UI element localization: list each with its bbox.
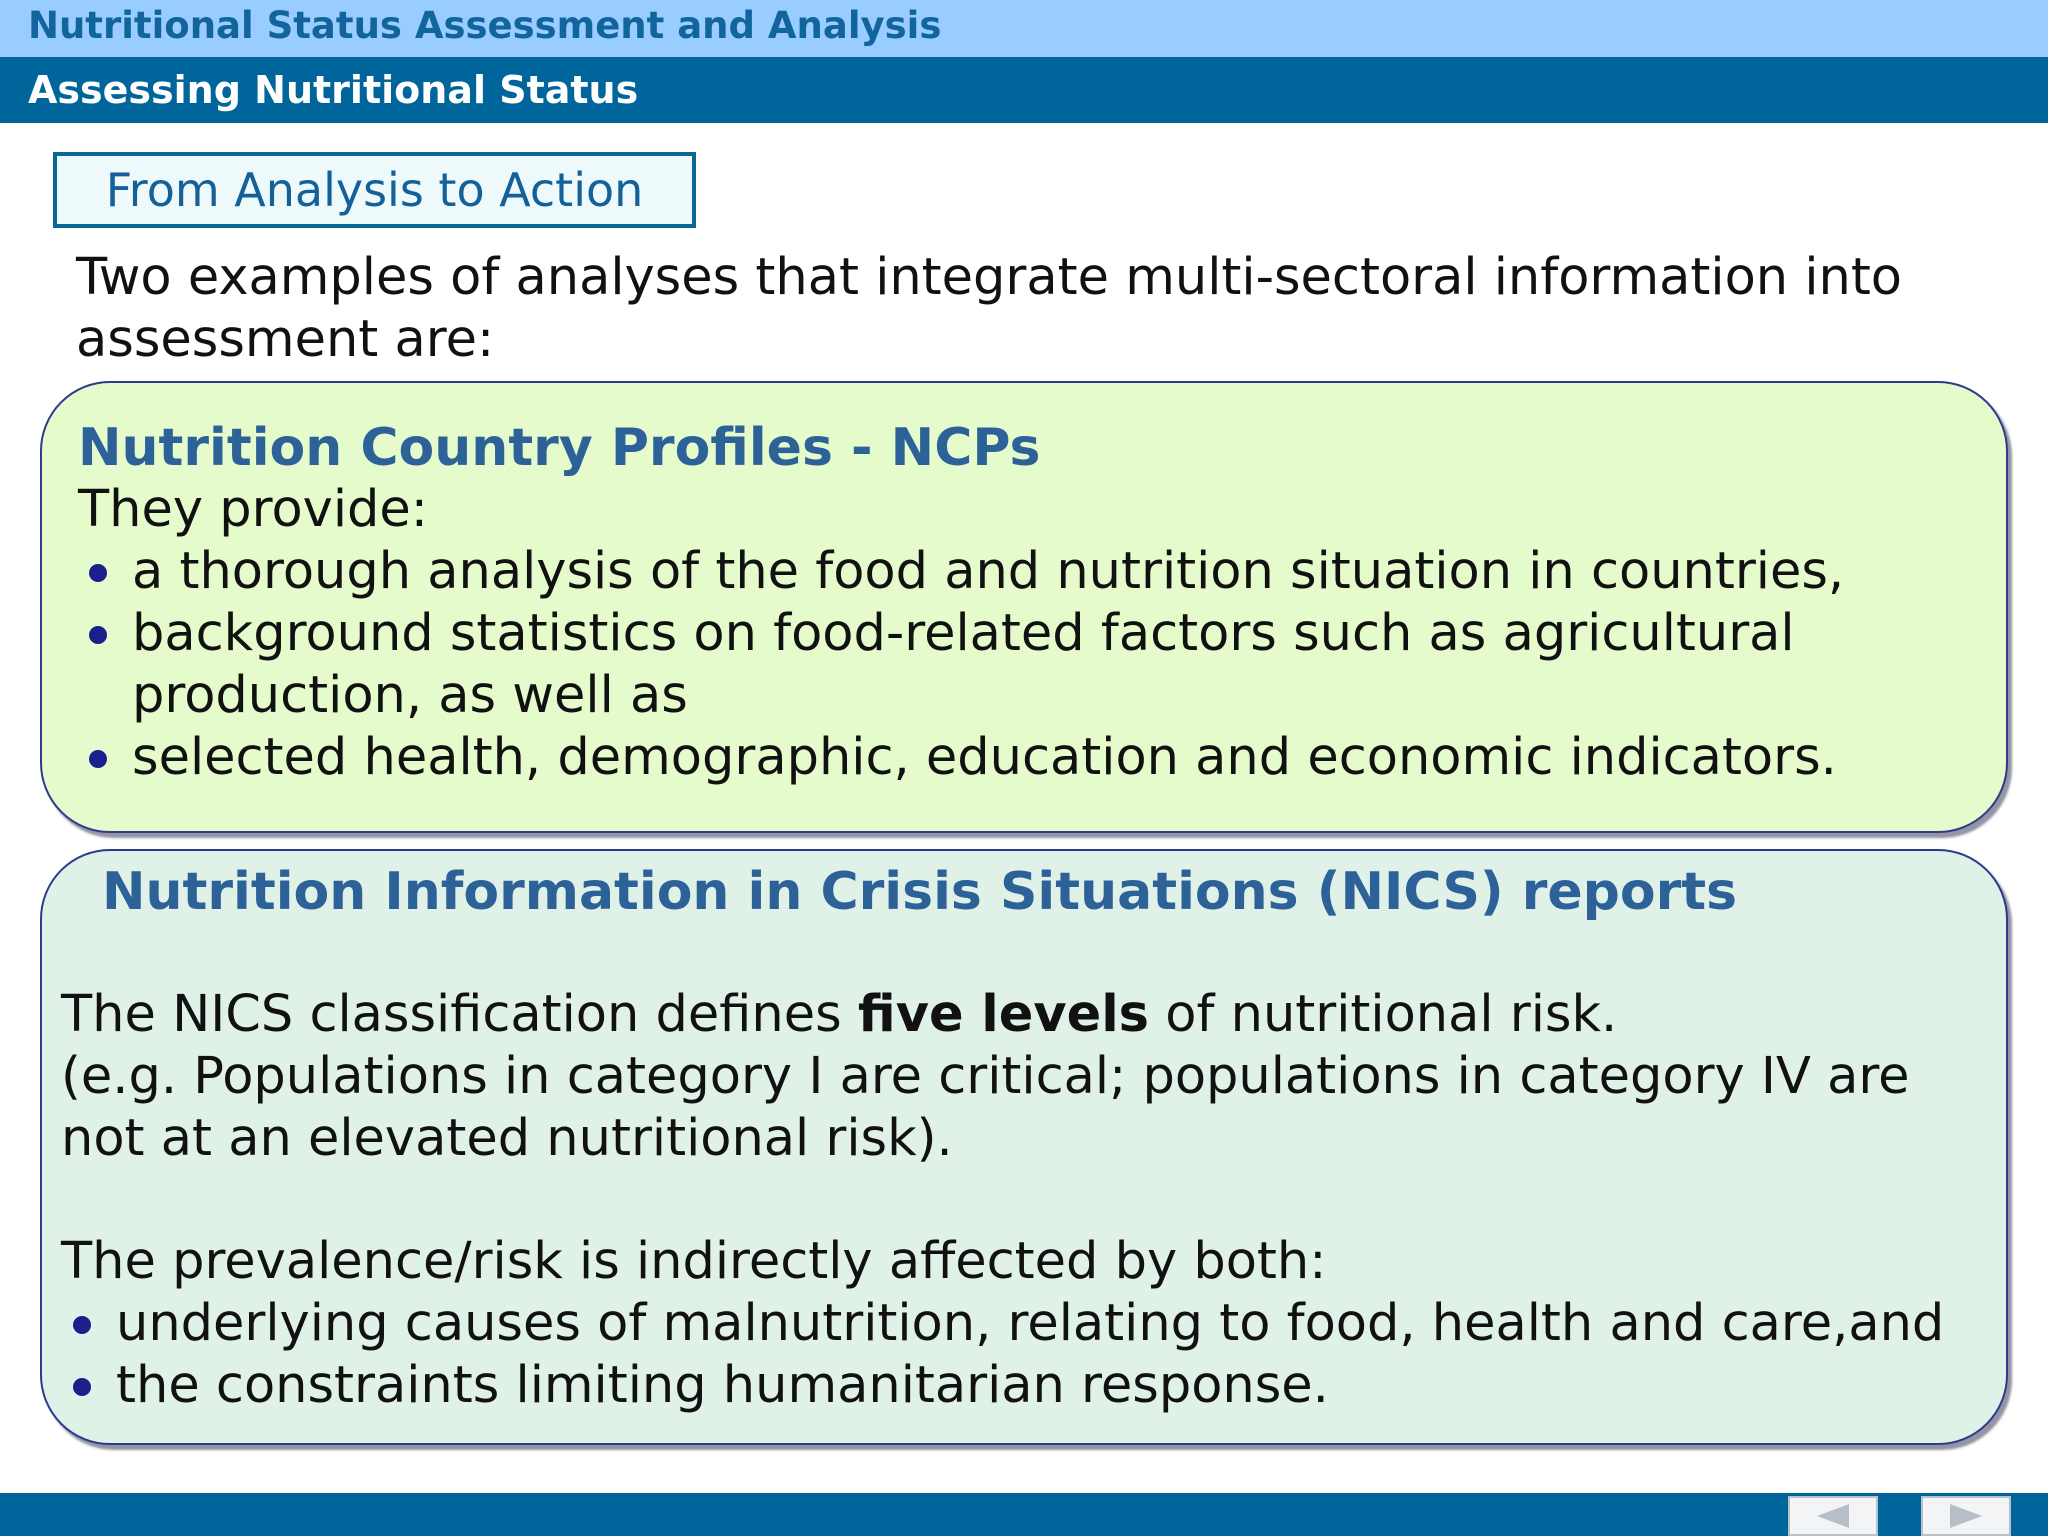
ncp-heading: Nutrition Country Profiles - NCPs	[78, 418, 1041, 478]
nics-prevalence-text: The prevalence/risk is indirectly affected by both:	[61, 1232, 1327, 1291]
topic-label: From Analysis to Action	[105, 163, 644, 217]
bullet-icon	[73, 1316, 91, 1334]
list-item: background statistics on food-related factors such as agricultural production, as well as	[77, 603, 1957, 727]
nics-example-text: (e.g. Populations in category I are critical; populations in category IV are not at an elevated nutritional risk).	[61, 1047, 1910, 1168]
triangle-right-icon	[1946, 1502, 1986, 1530]
ncp-panel	[40, 381, 2008, 833]
nics-bullet-list	[61, 1293, 1981, 1417]
ncp-lead-text: They provide:	[78, 480, 428, 539]
nics-heading: Nutrition Information in Crisis Situations (NICS) reports	[102, 862, 1738, 922]
course-title-bar	[0, 0, 2048, 57]
five-levels-emphasis: five levels	[857, 985, 1150, 1044]
bullet-icon	[89, 750, 107, 768]
ncp-bullet-list	[77, 541, 1957, 789]
nics-panel	[40, 849, 2008, 1445]
triangle-left-icon	[1813, 1502, 1853, 1530]
intro-text: Two examples of analyses that integrate multi-sectoral information into assessment are:	[76, 248, 1903, 369]
section-title-bar	[0, 57, 2048, 123]
course-title: Nutritional Status Assessment and Analysis	[28, 4, 942, 47]
bullet-icon	[73, 1378, 91, 1396]
nics-classification-text: The NICS classification defines five levels of nutritional risk. (e.g. Populations in category I are critical; populations in category IV are not at an elevated nutritional risk).	[61, 985, 1910, 1168]
list-item: selected health, demographic, education and economic indicators.	[77, 727, 1957, 789]
bullet-icon	[89, 626, 107, 644]
list-item: the constraints limiting humanitarian response.	[61, 1355, 1981, 1417]
previous-page-button[interactable]	[1788, 1496, 1878, 1536]
next-page-button[interactable]	[1921, 1496, 2011, 1536]
footer-bar	[0, 1493, 2048, 1536]
section-title: Assessing Nutritional Status	[28, 68, 639, 112]
list-item: underlying causes of malnutrition, relating to food, health and care,and	[61, 1293, 1981, 1355]
list-item: a thorough analysis of the food and nutrition situation in countries,	[77, 541, 1957, 603]
bullet-icon	[89, 564, 107, 582]
topic-label-box	[53, 152, 696, 228]
